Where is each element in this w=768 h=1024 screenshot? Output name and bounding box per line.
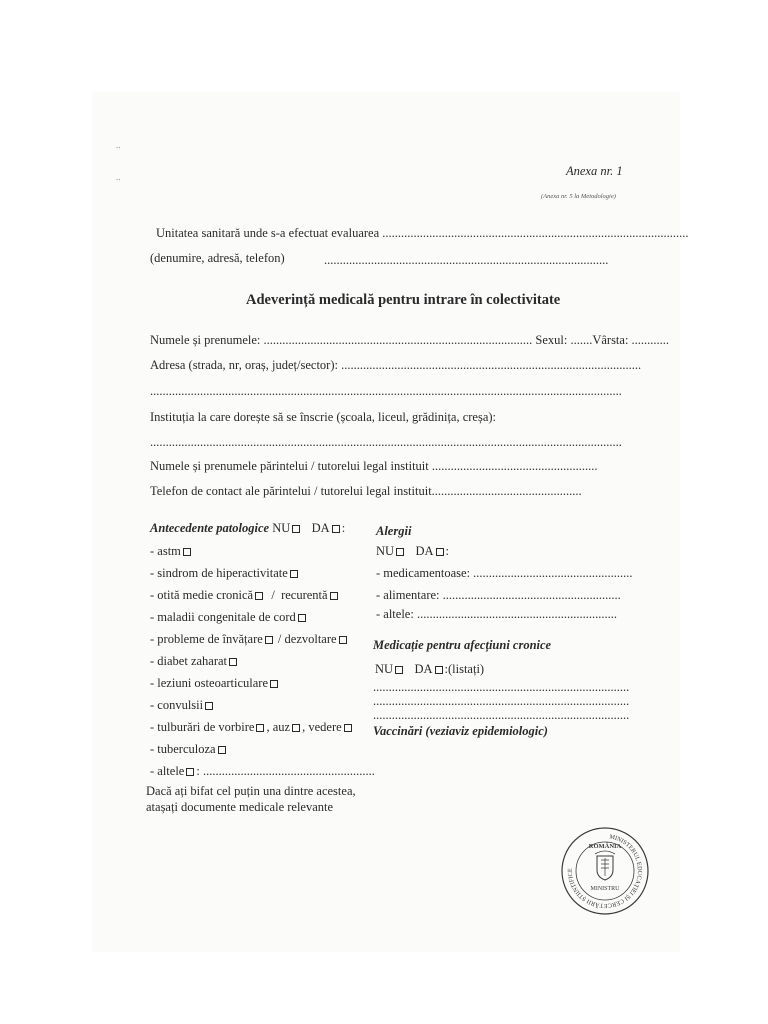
pathology-da: DA xyxy=(311,521,330,535)
pathology-title: Antecedente patologice xyxy=(150,521,270,535)
item-other xyxy=(150,764,375,778)
item-astm xyxy=(150,544,193,558)
stamp-ring-text: MINISTERUL EDUCAȚIEI ȘI CERCETĂRII ȘTIINȚIFICE xyxy=(566,833,644,910)
pathology-nu: NU xyxy=(272,521,291,535)
coat-of-arms-icon xyxy=(595,851,615,880)
field-institution-cont: ....................................................................................................................................................... xyxy=(150,435,622,449)
heart-checkbox[interactable] xyxy=(298,614,306,622)
item-label: , auz xyxy=(266,720,291,734)
item-label: - diabet zaharat xyxy=(150,654,228,668)
learning-checkbox[interactable] xyxy=(265,636,273,644)
margin-mark: .. xyxy=(116,140,121,150)
unit-dots: .................................................................................................. xyxy=(382,226,689,240)
item-label: - convulsii xyxy=(150,698,204,712)
vaccination-title: Vaccinări (veziaviz epidemiologic) xyxy=(373,724,548,738)
pathology-header: Antecedente patologice NU DA : xyxy=(150,521,346,535)
allergies-da-checkbox[interactable] xyxy=(436,548,444,556)
allergies-da: DA xyxy=(415,544,434,558)
allergies-nu-checkbox[interactable] xyxy=(396,548,404,556)
speech-checkbox[interactable] xyxy=(256,724,264,732)
medication-title: Medicație pentru afecțiuni cronice xyxy=(373,638,552,652)
item-hyperactivity xyxy=(150,566,300,580)
item-label: - leziuni osteoarticulare xyxy=(150,676,268,690)
pathology-da-checkbox[interactable] xyxy=(332,525,340,533)
allergies-nu: NU xyxy=(376,544,395,558)
field-address: Adresa (strada, nr, oraș, județ/sector): ................................................................................................ xyxy=(150,358,642,372)
other-checkbox[interactable] xyxy=(186,768,194,776)
allergies-choice: NU DA : xyxy=(376,544,449,558)
otitis-recurrent-checkbox[interactable] xyxy=(330,592,338,600)
field-institution: Instituția la care dorește să se înscrie (școala, liceul, grădinița, creșa): xyxy=(150,410,497,424)
item-label: - tuberculoza xyxy=(150,742,216,756)
item-label: - astm xyxy=(150,544,181,558)
field-name: Numele și prenumele: ...................................................................................... Sexul: .......Vârsta: ............ xyxy=(150,333,670,347)
item-label: - altele xyxy=(150,764,185,778)
vision-checkbox[interactable] xyxy=(344,724,352,732)
item-dots: : ....................................................... xyxy=(196,764,375,778)
margin-mark: .. xyxy=(116,172,121,182)
item-tuberculosis xyxy=(150,742,228,756)
stamp-center-text: MINISTRU xyxy=(590,886,620,892)
medication-line: .................................................................................. xyxy=(373,694,630,708)
unit-label: Unitatea sanitară unde s-a efectuat evaluarea xyxy=(156,226,380,240)
item-label: - maladii congenitale de cord xyxy=(150,610,296,624)
annex-title: Anexa nr. 1 xyxy=(566,164,623,178)
field-address-cont: ....................................................................................................................................................... xyxy=(150,384,622,398)
unit-line xyxy=(156,226,689,240)
astm-checkbox[interactable] xyxy=(183,548,191,556)
item-otitis xyxy=(150,588,340,602)
item-diabetes xyxy=(150,654,239,668)
pathology-nu-checkbox[interactable] xyxy=(292,525,300,533)
development-checkbox[interactable] xyxy=(339,636,347,644)
item-label: / dezvoltare xyxy=(277,632,337,646)
allergies-food: - alimentare: ......................................................... xyxy=(376,588,621,602)
medication-line: .................................................................................. xyxy=(373,708,630,722)
medication-da: DA xyxy=(414,662,433,676)
medication-list-label: :(listați) xyxy=(444,662,485,676)
item-label: - sindrom de hiperactivitate xyxy=(150,566,288,580)
annex-subtitle: (Anexa nr. 5 la Metodologie) xyxy=(541,193,616,200)
medication-da-checkbox[interactable] xyxy=(435,666,443,674)
item-learning xyxy=(150,632,349,646)
medication-nu: NU xyxy=(375,662,394,676)
item-osteo xyxy=(150,676,280,690)
field-phone: Telefon de contact ale părintelui / tutorelui legal instituit................................................ xyxy=(150,484,582,498)
ministry-stamp xyxy=(560,826,650,916)
medication-line: .................................................................................. xyxy=(373,680,630,694)
unit-sub-label: (denumire, adresă, telefon) xyxy=(150,251,285,265)
item-heart xyxy=(150,610,308,624)
unit-sub-dots: ........................................................................................... xyxy=(324,253,609,267)
item-label: - tulburări de vorbire xyxy=(150,720,255,734)
item-disorders xyxy=(150,720,354,734)
item-convulsions xyxy=(150,698,215,712)
tuberculosis-checkbox[interactable] xyxy=(218,746,226,754)
medication-nu-checkbox[interactable] xyxy=(395,666,403,674)
pathology-note-2: atașați documente medicale relevante xyxy=(146,800,334,814)
hearing-checkbox[interactable] xyxy=(292,724,300,732)
item-label: - probleme de învățare xyxy=(150,632,263,646)
allergies-med: - medicamentoase: ................................................... xyxy=(376,566,633,580)
document-title: Adeverință medicală pentru intrare în colectivitate xyxy=(246,292,561,308)
otitis-chronic-checkbox[interactable] xyxy=(255,592,263,600)
osteo-checkbox[interactable] xyxy=(270,680,278,688)
item-label: - otită medie cronică xyxy=(150,588,254,602)
allergies-other: - altele: ................................................................ xyxy=(376,607,617,621)
convulsions-checkbox[interactable] xyxy=(205,702,213,710)
item-label: , vedere xyxy=(302,720,342,734)
allergies-title: Alergii xyxy=(376,524,412,538)
item-separator: / xyxy=(271,588,275,602)
pathology-note-1: Dacă ați bifat cel puțin una dintre acestea, xyxy=(146,784,356,798)
stamp-top-text: ROMÂNIA xyxy=(588,843,622,850)
medication-choice xyxy=(375,662,484,676)
item-label: recurentă xyxy=(281,588,328,602)
hyperactivity-checkbox[interactable] xyxy=(290,570,298,578)
field-parent: Numele și prenumele părintelui / tutorelui legal instituit ..................................................... xyxy=(150,459,598,473)
diabetes-checkbox[interactable] xyxy=(229,658,237,666)
